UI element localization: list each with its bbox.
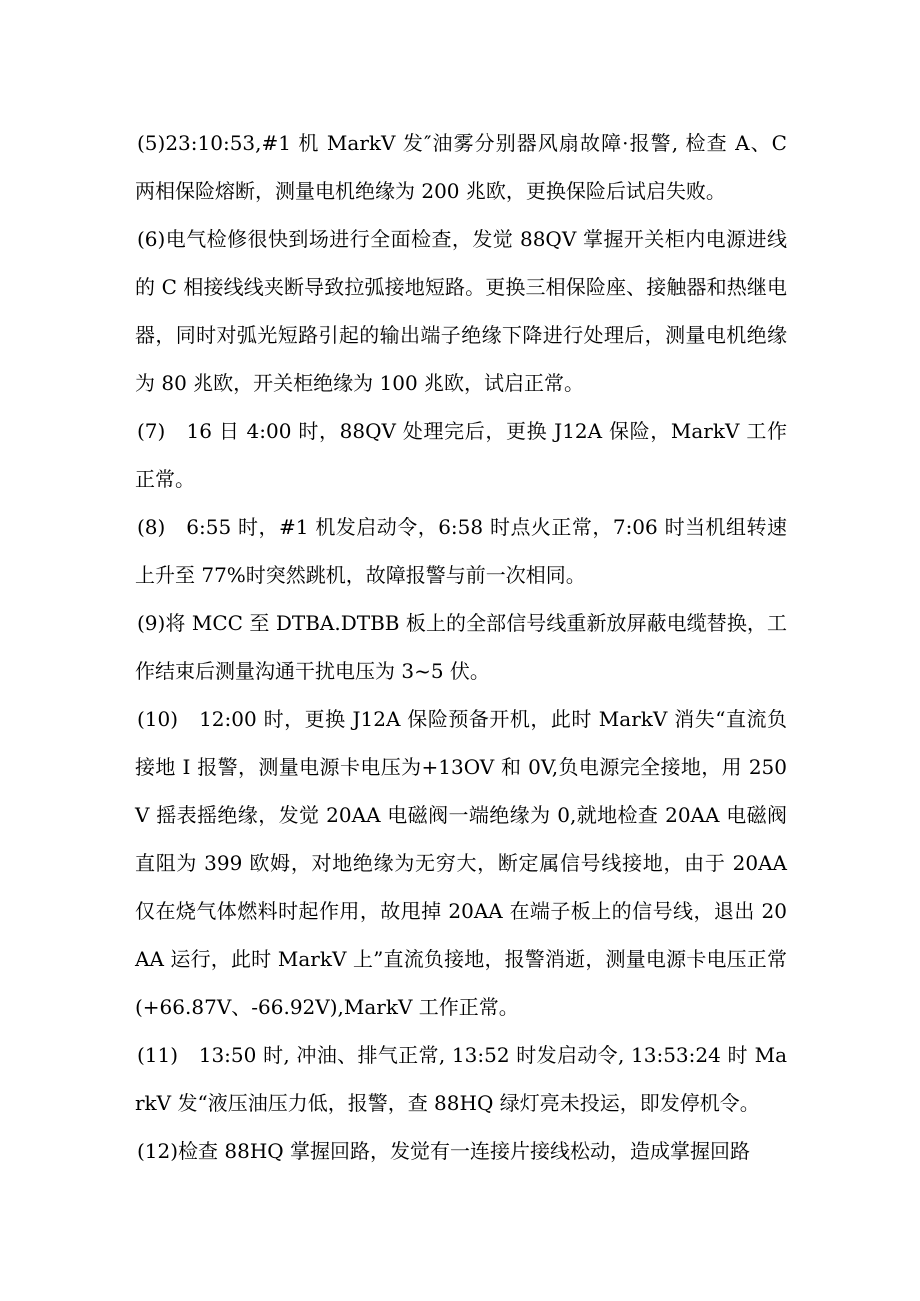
paragraph-11: (11) 13:50 时, 冲油、排气正常, 13:52 时发启动令, 13:53:24 时 MarkV 发“液压油压力低，报警，查 88HQ 绿灯亮未投运，即发停机令。 — [135, 1043, 787, 1115]
paragraph-8: (8) 6:55 时，#1 机发启动令，6:58 时点火正常，7:06 时当机组转速上升至 77%时突然跳机，故障报警与前一次相同。 — [135, 515, 787, 587]
paragraph-5: (5)23:10:53,#1 机 MarkV 发″油雾分别器风扇故障·报警, 检查 A、C 两相保险熔断，测量电机绝缘为 200 兆欧，更换保险后试启失败。 — [135, 131, 787, 203]
paragraph-10: (10) 12:00 时，更换 J12A 保险预备开机，此时 MarkV 消失“直流负接地 I 报警，测量电源卡电压为+13OV 和 0V,负电源完全接地，用 250V 摇表摇绝缘，发觉 20AA 电磁阀一端绝缘为 0,就地检查 20AA 电磁阀直阻为 399 欧姆，对地绝缘为无穷大，断定属信号线接地，由于 20AA 仅在烧气体燃料时起作用，故甩掉 20AA 在端子板上的信号线，退出 20AA 运行，此时 MarkV 上”直流负接地，报警消逝，测量电源卡电压正常(+66.87V、-66.92V),MarkV 工作正常。 — [135, 707, 787, 1019]
paragraph-7: (7) 16 日 4:00 时，88QV 处理完后，更换 J12A 保险，MarkV 工作正常。 — [135, 419, 787, 491]
document-body — [135, 119, 787, 1175]
paragraph-9: (9)将 MCC 至 DTBA.DTBB 板上的全部信号线重新放屏蔽电缆替换，工作结束后测量沟通干扰电压为 3~5 伏。 — [135, 611, 787, 683]
paragraph-6: (6)电气检修很快到场进行全面检查，发觉 88QV 掌握开关柜内电源进线的 C 相接线线夹断导致拉弧接地短路。更换三相保险座、接触器和热继电器，同时对弧光短路引起的输出端子绝缘下降进行处理后，测量电机绝缘为 80 兆欧，开关柜绝缘为 100 兆欧，试启正常。 — [135, 227, 787, 395]
paragraph-12: (12)检查 88HQ 掌握回路，发觉有一连接片接线松动，造成掌握回路 — [137, 1139, 751, 1163]
